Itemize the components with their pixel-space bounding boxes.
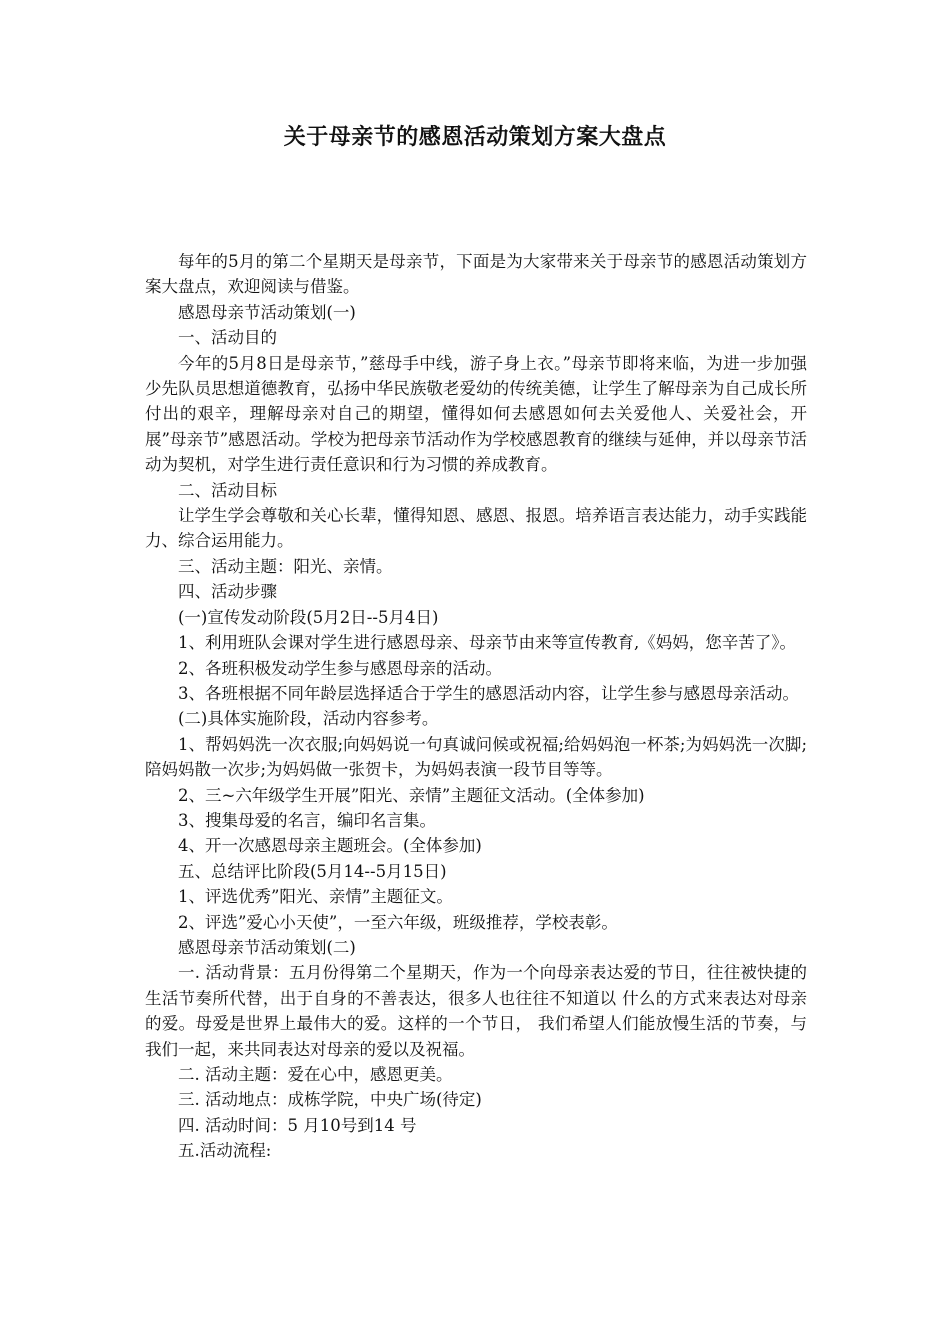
paragraph-intro: 每年的5月的第二个星期天是母亲节，下面是为大家带来关于母亲节的感恩活动策划方案大盘点，欢迎阅读与借鉴。 <box>145 252 807 297</box>
subheading-publicity: (一)宣传发动阶段(5月2日--5月4日) <box>178 607 439 627</box>
list-item: 4、开一次感恩母亲主题班会。(全体参加) <box>178 836 482 856</box>
section-heading-plan-1: 感恩母亲节活动策划(一) <box>178 302 356 322</box>
paragraph-theme-2: 二. 活动主题：爱在心中，感恩更美。 <box>178 1065 453 1084</box>
paragraph-time: 四. 活动时间：5 月10号到14 号 <box>178 1115 417 1135</box>
list-item: 2、评选”爱心小天使”，一至六年级，班级推荐，学校表彰。 <box>178 912 618 932</box>
list-item: 1、利用班队会课对学生进行感恩母亲、母亲节由来等宣传教育,《妈妈，您辛苦了》。 <box>178 633 796 653</box>
heading-goals: 二、活动目标 <box>178 480 277 500</box>
list-item: 1、评选优秀”阳光、亲情”主题征文。 <box>178 887 453 907</box>
paragraph-location: 三. 活动地点：成栋学院，中央广场(待定) <box>178 1090 482 1110</box>
paragraph-background: 一. 活动背景：五月份得第二个星期天，作为一个向母亲表达爱的节日，往往被快捷的生活节奏所代替，出于自身的不善表达，很多人也往往不知道以 什么的方式来表达对母亲的爱。母爱是世界上最伟大的爱。这样的一个节日， 我们希望人们能放慢生活的节奏，与我们一起，来共同表达对母亲的爱以及祝福。 <box>145 963 807 1059</box>
list-item: 1、帮妈妈洗一次衣服;向妈妈说一句真诚问候或祝福;给妈妈泡一杯茶;为妈妈洗一次脚;陪妈妈散一次步;为妈妈做一张贺卡，为妈妈表演一段节目等等。 <box>145 734 807 780</box>
list-item: 3、各班根据不同年龄层选择适合于学生的感恩活动内容，让学生参与感恩母亲活动。 <box>178 683 799 703</box>
heading-evaluation: 五、总结评比阶段(5月14--5月15日) <box>178 861 447 881</box>
section-heading-plan-2: 感恩母亲节活动策划(二) <box>178 937 356 957</box>
list-item: 2、三~六年级学生开展”阳光、亲情”主题征文活动。(全体参加) <box>178 785 645 805</box>
subheading-implementation: (二)具体实施阶段，活动内容参考。 <box>178 709 439 729</box>
heading-purpose: 一、活动目的 <box>178 328 277 348</box>
paragraph-purpose: 今年的5月8日是母亲节，”慈母手中线，游子身上衣。”母亲节即将来临，为进一步加强少先队员思想道德教育，弘扬中华民族敬老爱幼的传统美德，让学生了解母亲为自己成长所付出的艰辛，理解母亲对自己的期望，懂得如何去感恩如何去关爱他人、关爱社会，开展”母亲节”感恩活动。学校为把母亲节活动作为学校感恩教育的继续与延伸，并以母亲节活动为契机，对学生进行责任意识和行为习惯的养成教育。 <box>145 353 807 475</box>
paragraph-process: 五.活动流程: <box>178 1141 272 1161</box>
document-title: 关于母亲节的感恩活动策划方案大盘点 <box>283 124 667 150</box>
heading-steps: 四、活动步骤 <box>178 582 277 602</box>
list-item: 2、各班积极发动学生参与感恩母亲的活动。 <box>178 658 502 678</box>
paragraph-goals: 让学生学会尊敬和关心长辈，懂得知恩、感恩、报恩。培养语言表达能力，动手实践能力、综合运用能力。 <box>145 506 807 551</box>
document-body <box>145 249 807 1164</box>
heading-theme: 三、活动主题：阳光、亲情。 <box>178 556 393 576</box>
list-item: 3、搜集母爱的名言，编印名言集。 <box>178 810 436 830</box>
